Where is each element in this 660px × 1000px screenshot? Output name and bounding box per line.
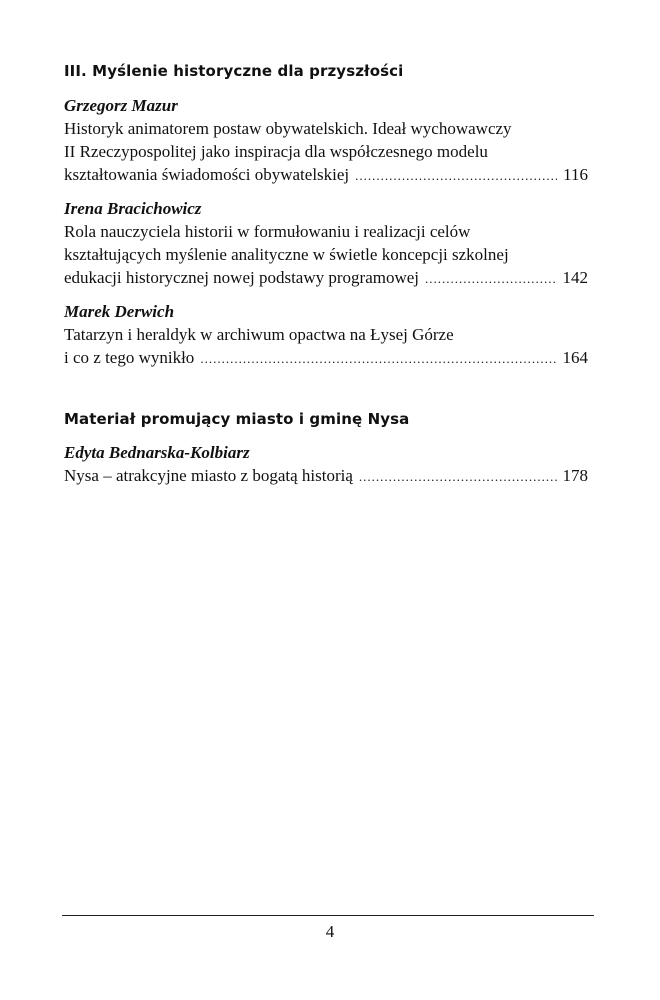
- entry-author: Grzegorz Mazur: [64, 96, 178, 115]
- toc-entry-derwich: [64, 300, 588, 370]
- page-ref: 178: [562, 466, 588, 485]
- entry-title-text: edukacji historycznej nowej podstawy programowej: [64, 268, 420, 287]
- dot-leader: [359, 465, 557, 488]
- entry-title-last-line: [64, 464, 588, 488]
- entry-title-text: kształtowania świadomości obywatelskiej: [64, 165, 350, 184]
- section-heading-promo: Materiał promujący miasto i gminę Nysa: [64, 410, 410, 428]
- toc-entry-bednarska: [64, 441, 588, 488]
- section-heading-iii: III. Myślenie historyczne dla przyszłości: [64, 62, 404, 80]
- page-ref: 116: [563, 165, 588, 184]
- entry-title-last-line: [64, 163, 588, 187]
- dot-leader: [200, 347, 556, 370]
- entry-author: Irena Bracichowicz: [64, 199, 202, 218]
- footer-divider: [62, 915, 594, 916]
- entry-title-line: II Rzeczypospolitej jako inspiracja dla współczesnego modelu: [64, 142, 488, 161]
- entry-title-line: Rola nauczyciela historii w formułowaniu i realizacji celów: [64, 222, 471, 241]
- toc-entry-mazur: [64, 94, 588, 187]
- page-ref: 164: [562, 348, 588, 367]
- entry-title-line: kształtujących myślenie analityczne w świetle koncepcji szkolnej: [64, 245, 509, 264]
- page-number: 4: [325, 922, 335, 941]
- entry-title-last-line: [64, 266, 588, 290]
- entry-title-last-line: [64, 346, 588, 370]
- entry-title-text: Nysa – atrakcyjne miasto z bogatą historią: [64, 466, 353, 485]
- entry-title-text: i co z tego wynikło: [64, 348, 195, 367]
- entry-author: Marek Derwich: [64, 302, 175, 321]
- toc-entry-bracichowicz: [64, 197, 588, 290]
- entry-title-line: Historyk animatorem postaw obywatelskich. Ideał wychowawczy: [64, 119, 512, 138]
- entry-title-line: Tatarzyn i heraldyk w archiwum opactwa na Łysej Górze: [64, 325, 454, 344]
- dot-leader: [355, 164, 557, 187]
- entry-author: Edyta Bednarska-Kolbiarz: [64, 443, 250, 462]
- dot-leader: [425, 267, 556, 290]
- page-ref: 142: [562, 268, 588, 287]
